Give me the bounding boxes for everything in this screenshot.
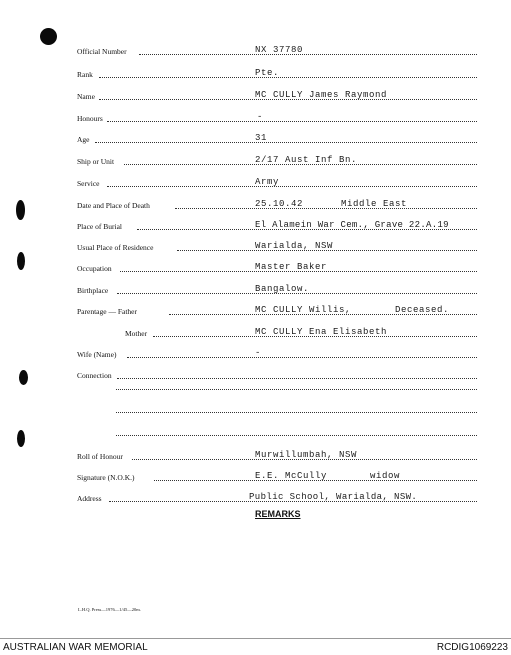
signature-note: widow: [370, 471, 401, 481]
signature-label: Signature (N.O.K.): [77, 473, 135, 482]
father-row: [77, 302, 477, 316]
footer-institution: AUSTRALIAN WAR MEMORIAL: [3, 642, 148, 653]
printer-imprint: L.H.Q. Press—1976—1/45—20m.: [78, 607, 141, 612]
rank-label: Rank: [77, 70, 93, 79]
punch-hole-bottom: [17, 430, 25, 447]
occupation-row: [77, 259, 477, 273]
birthplace-label: Birthplace: [77, 286, 109, 295]
death-label: Date and Place of Death: [77, 201, 150, 210]
father-label: Parentage — Father: [77, 307, 137, 316]
mother-label: Mother: [125, 329, 148, 338]
footer-record-id: RCDIG1069223: [436, 642, 508, 653]
wife-label: Wife (Name): [77, 350, 117, 359]
residence-row: [77, 238, 477, 252]
name-label: Name: [77, 92, 95, 101]
signature-value: E.E. McCully: [255, 471, 328, 481]
roll-of-honour-row: [77, 447, 477, 461]
address-value: Public School, Warialda, NSW.: [249, 492, 418, 502]
connection-line-2: [116, 389, 477, 390]
death-date-value: 25.10.42: [255, 199, 304, 209]
punch-hole-middle: [17, 252, 25, 270]
birthplace-row: [77, 281, 477, 295]
death-row: [77, 196, 477, 210]
service-label: Service: [77, 179, 100, 188]
address-row: [77, 489, 477, 503]
burial-value: El Alamein War Cem., Grave 22.A.19: [255, 220, 449, 230]
age-label: Age: [77, 135, 90, 144]
ship-or-unit-label: Ship or Unit: [77, 157, 115, 166]
connection-line-4: [116, 435, 477, 436]
ship-or-unit-row: [77, 152, 477, 166]
address-label: Address: [77, 494, 102, 503]
residence-label: Usual Place of Residence: [77, 243, 154, 252]
wife-row: [77, 345, 477, 359]
punch-hole-top: [40, 28, 57, 45]
official-number-label: Official Number: [77, 47, 127, 56]
ship-or-unit-value: 2/17 Aust Inf Bn.: [255, 155, 358, 165]
honours-label: Honours: [77, 114, 103, 123]
birthplace-value: Bangalow.: [255, 284, 310, 294]
residence-value: Warialda, NSW: [255, 241, 334, 251]
official-number-row: [77, 42, 477, 56]
signature-row: [77, 468, 477, 482]
connection-row: [77, 366, 477, 380]
honours-value: -: [257, 112, 264, 122]
rank-row: [77, 65, 477, 79]
archive-footer-bar: [0, 638, 511, 655]
father-note: Deceased.: [395, 305, 450, 315]
rank-value: Pte.: [255, 68, 280, 78]
roll-of-honour-label: Roll of Honour: [77, 452, 123, 461]
father-value: MC CULLY Willis,: [255, 305, 352, 315]
mother-row: [77, 324, 477, 338]
age-row: [77, 130, 477, 144]
connection-label: Connection: [77, 371, 112, 380]
name-value: MC CULLY James Raymond: [255, 90, 388, 100]
official-number-value: NX 37780: [255, 45, 304, 55]
remarks-heading: REMARKS: [255, 509, 301, 519]
mother-value: MC CULLY Ena Elisabeth: [255, 327, 388, 337]
burial-row: [77, 217, 477, 231]
age-value: 31: [255, 133, 268, 143]
wife-value: -: [255, 348, 262, 358]
death-place-value: Middle East: [341, 199, 408, 209]
burial-label: Place of Burial: [77, 222, 122, 231]
honours-row: [77, 109, 477, 123]
service-row: [77, 174, 477, 188]
service-value: Army: [255, 177, 280, 187]
name-row: [77, 87, 477, 101]
occupation-label: Occupation: [77, 264, 112, 273]
occupation-value: Master Baker: [255, 262, 328, 272]
roll-of-honour-value: Murwillumbah, NSW: [255, 450, 358, 460]
connection-line-3: [116, 412, 477, 413]
punch-hole-lower: [19, 370, 28, 385]
punch-hole-upper: [16, 200, 25, 220]
